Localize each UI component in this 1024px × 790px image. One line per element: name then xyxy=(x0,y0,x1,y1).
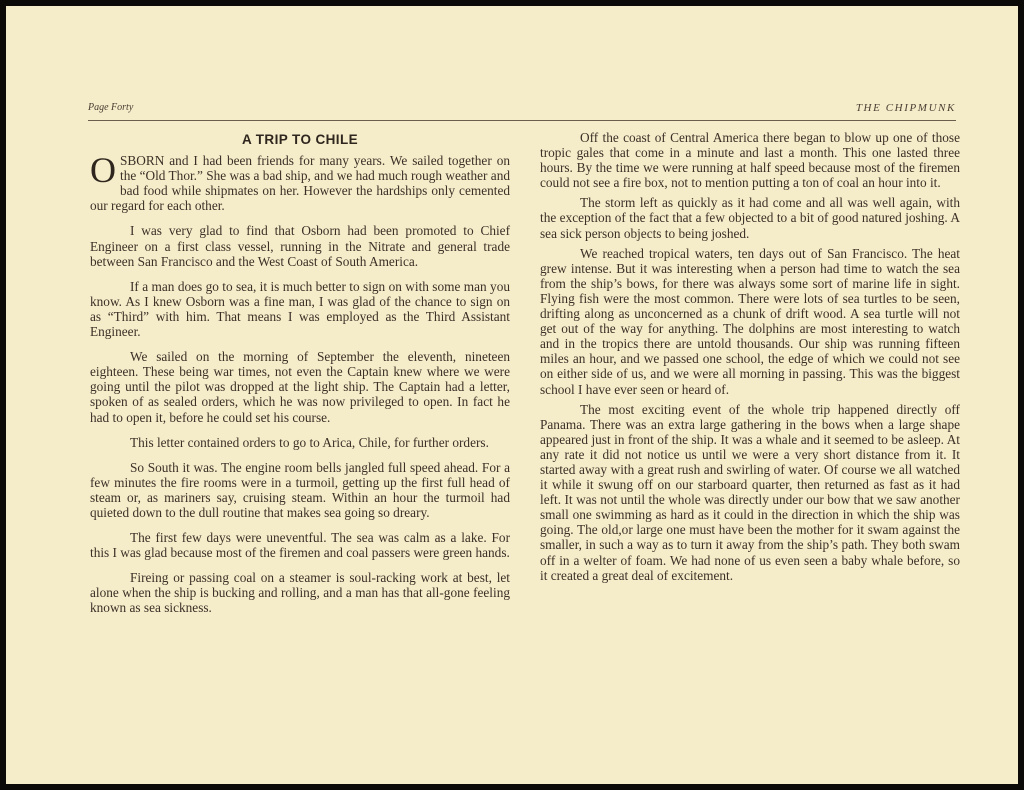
drop-cap: O xyxy=(90,150,116,191)
paragraph: This letter contained orders to go to Arica, Chile, for further orders. xyxy=(130,434,489,450)
publication-title: THE CHIPMUNK xyxy=(855,102,956,114)
paragraph: Off the coast of Central America there began to blow up one of those tropic gales that come in a minute and last a month. This one lasted three hours. By the time we were running at half speed because most of the firemen could not see a fire box, not to mention putting a ton of coal an hour into it. xyxy=(540,130,960,191)
first-paragraph xyxy=(90,150,510,214)
first-paragraph-text: SBORN and I had been friends for many years. We sailed together on the “Old Thor.” She was a bad ship, and we had much rough weather and bad food while shipmates on her. However the hardships only cemented our regard for each other. xyxy=(90,153,510,214)
paragraph: We reached tropical waters, ten days out of San Francisco. The heat grew intense. But it was interesting when a person had time to watch the sea from the ship’s bows, for there was always some sort of marine life in sight. Flying fish were the most common. There were lots of sea turtles to be seen, drifting along as unconcerned as a chunk of drift wood. A sea turtle will not get out of the way for anything. The dolphins are most interesting to watch and in the tropics there are untold thousands. Our ship was running fifteen miles an hour, and we passed one school, the edge of which we could not see on either side of us, and we were all morning in passing. This was the biggest school I have ever seen or heard of. xyxy=(540,245,960,397)
paragraph: The storm left as quickly as it had come and all was well again, with the exception of the fact that a few objected to a bit of good natured joshing. A sea sick person objects to being joshed. xyxy=(540,195,960,241)
paragraph: I was very glad to find that Osborn had been promoted to Chief Engineer on a first class vessel, running in the Nitrate and general trade between San Francisco and the West Coast of South America. xyxy=(90,223,510,269)
magazine-page xyxy=(6,6,1018,784)
running-header xyxy=(88,102,956,121)
paragraph: We sailed on the morning of September the eleventh, nineteen eighteen. These being war times, not even the Captain knew where we were going until the pilot was dropped at the light ship. The Captain had a letter, spoken of as sealed orders, which he was now privileged to open. In fact he had to open it, before he could set his course. xyxy=(90,349,510,425)
paragraph: If a man does go to sea, it is much better to sign on with some man you know. As I knew Osborn was a fine man, I was glad of the chance to sign on as “Third” with him. That means I was employed as the Third Assistant Engineer. xyxy=(90,278,510,340)
page-number: Page Forty xyxy=(88,102,134,113)
article-title: A TRIP TO CHILE xyxy=(241,132,358,147)
paragraph: The most exciting event of the whole trip happened directly off Panama. There was an extra large gathering in the bows when a large shape appeared just in front of the ship. It was a whale and it seemed to be asleep. At any rate it did not notice us until we were a very short distance from it. It started away with a great rush and swirling of water. Of course we all watched it while it swung off on our starboard quarter, then returned as fast as it had left. It was not until the whole was directly under our bow that we saw another small one swimming as hard as it could in the direction in which the ship was going. The old,or large one must have been the mother for it swam against the smaller, in such a way as to turn it away from the ship’s path. They both swam off in a welter of foam. We had none of us even seen a baby whale before, so it created a great deal of excitement. xyxy=(540,401,960,583)
left-column xyxy=(90,130,510,626)
paragraph: So South it was. The engine room bells jangled full speed ahead. For a few minutes the fire rooms were in a turmoil, getting up the first full head of steam or, as mariners say, cruising steam. Within an hour the turmoil had quieted down to the dull routine that makes sea going so dreary. xyxy=(90,459,510,520)
right-column xyxy=(540,130,960,588)
paragraph: The first few days were uneventful. The sea was calm as a lake. For this I was glad because most of the firemen and coal passers were green hands. xyxy=(90,530,510,561)
paragraph: Fireing or passing coal on a steamer is soul-racking work at best, let alone when the ship is bucking and rolling, and a man has that all-gone feeling known as sea sickness. xyxy=(90,570,510,616)
